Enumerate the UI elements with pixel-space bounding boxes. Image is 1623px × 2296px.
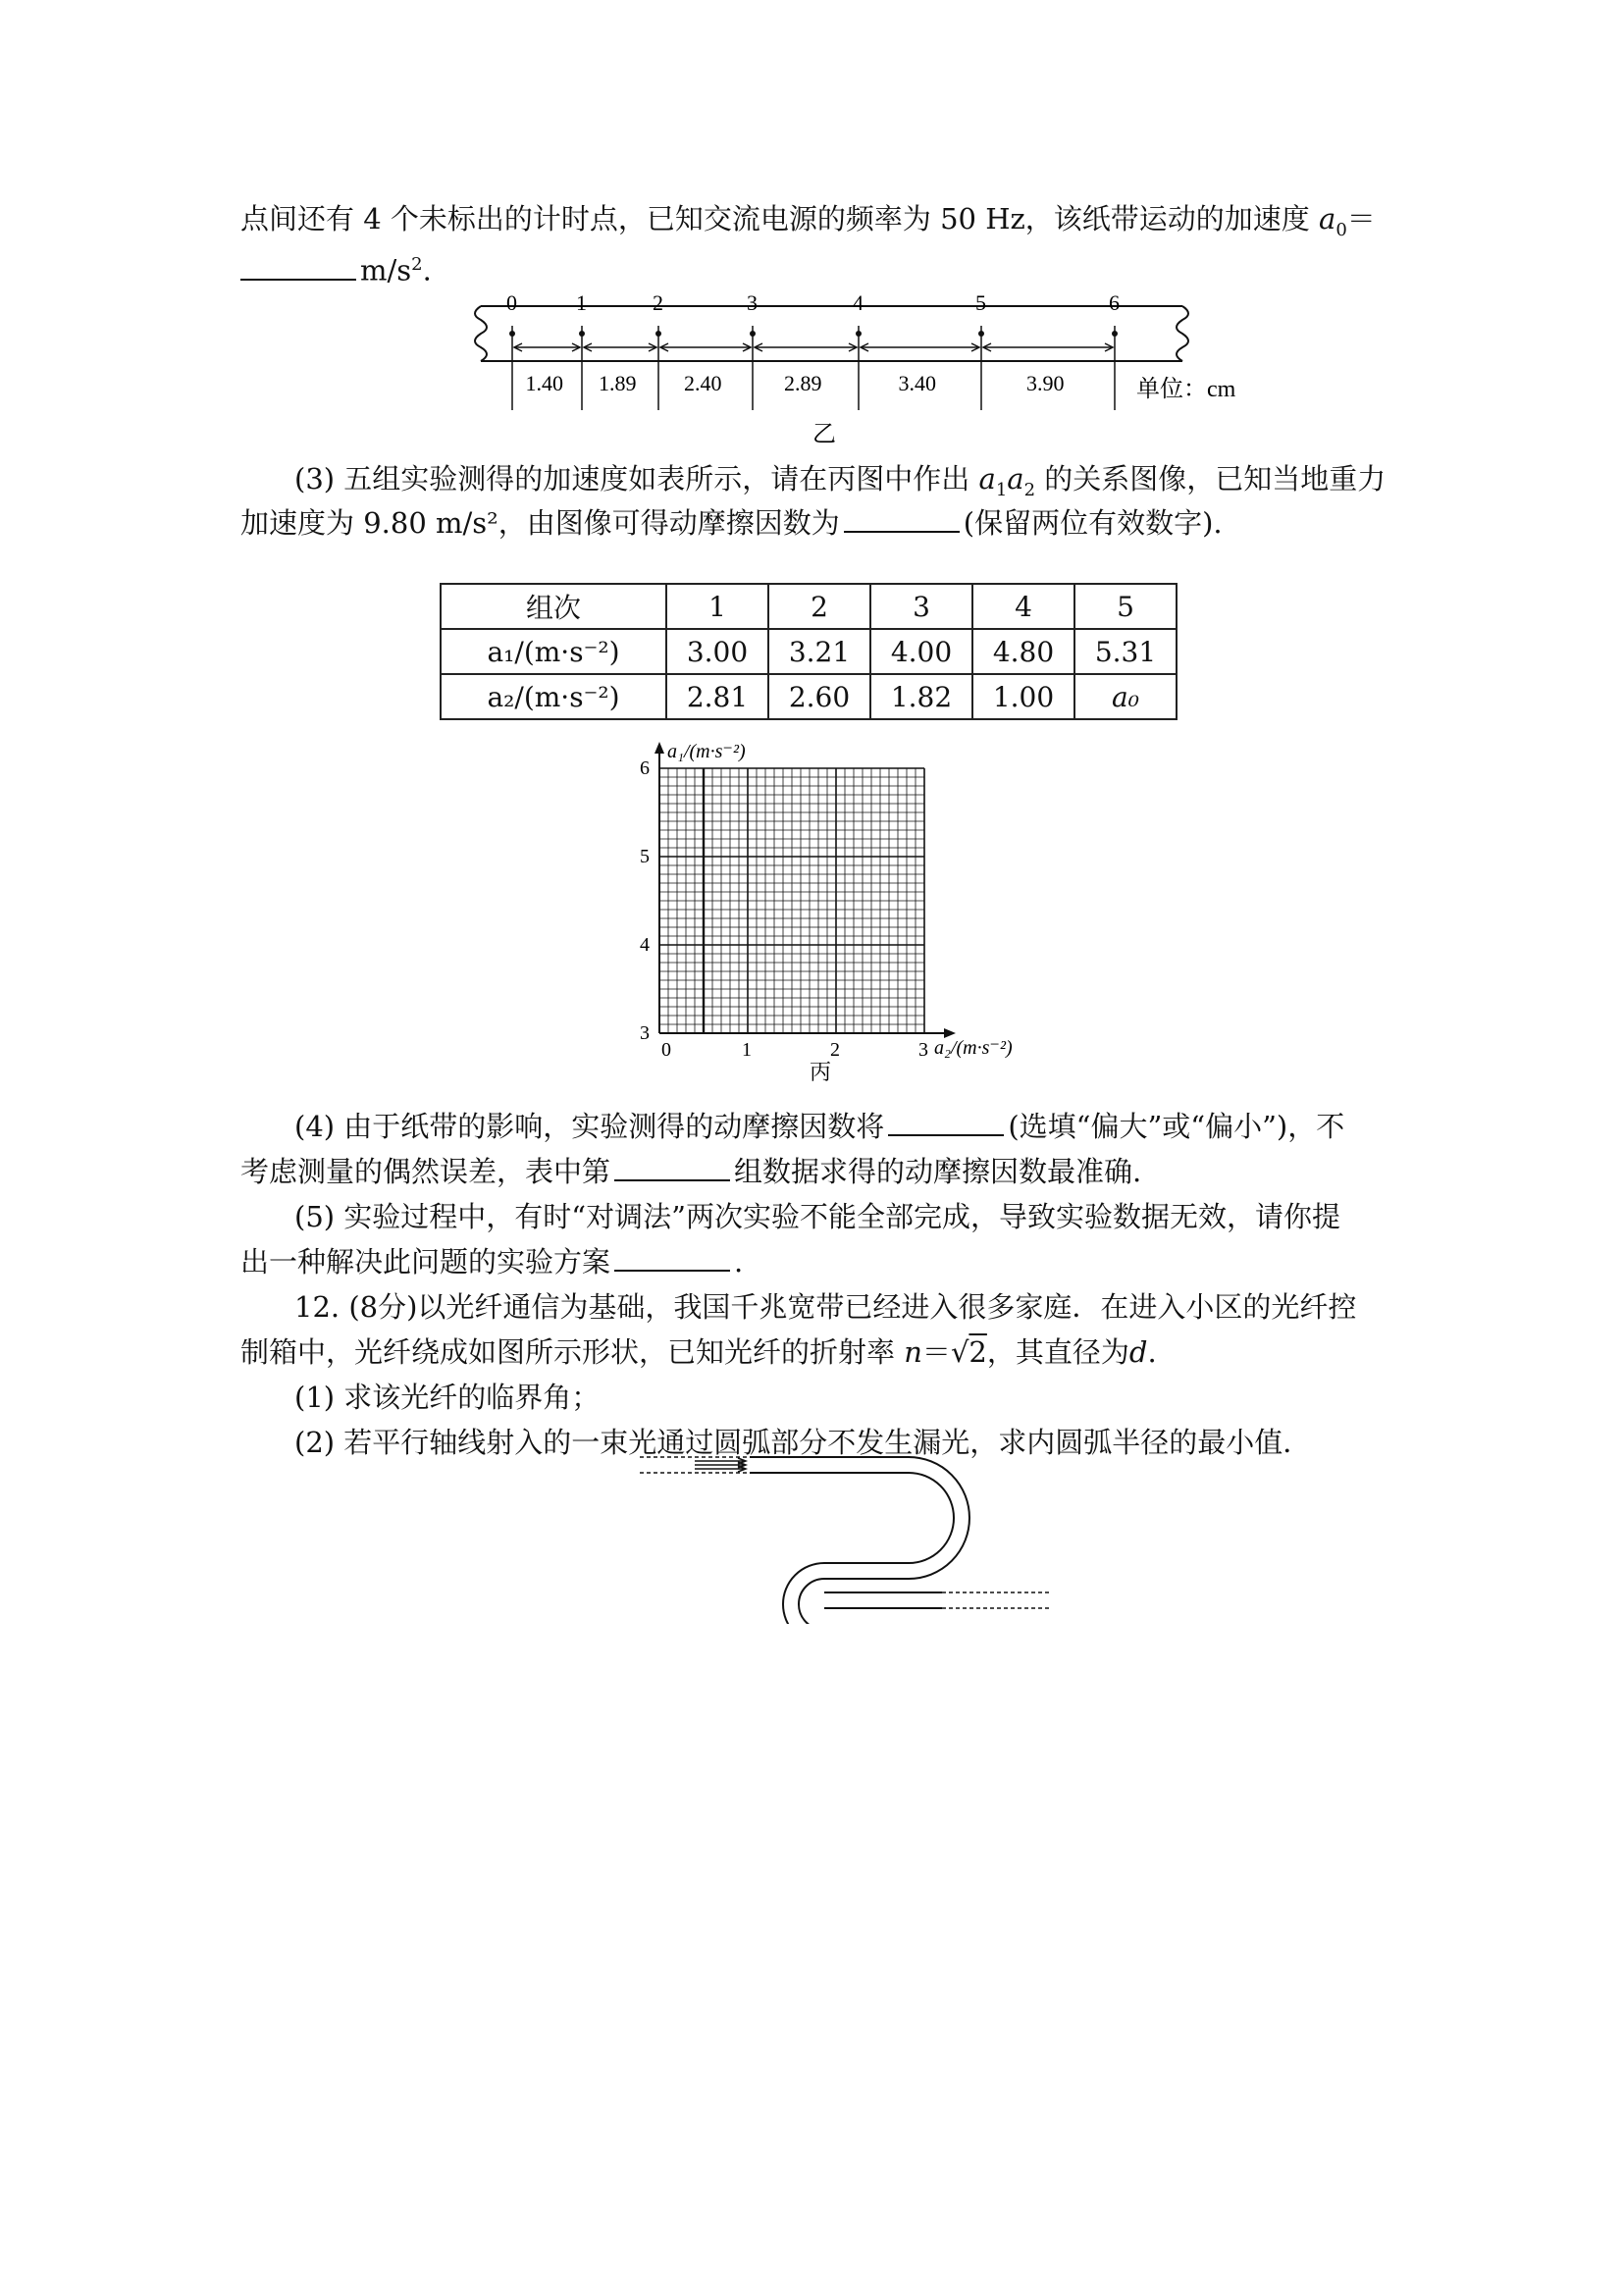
- optical-fiber-figure: [628, 1447, 1060, 1624]
- tape-distance-label: 3.40: [898, 371, 936, 395]
- q12-line-2: 制箱中，光纤绕成如图所示形状，已知光纤的折射率 n＝√2，其直径为d.: [240, 1335, 1157, 1369]
- text-line-2: $m/s^2$.: [240, 245, 432, 290]
- graph-y-tick: 4: [640, 934, 650, 956]
- q4-line-1: (4) 由于纸带的影响，实验测得的动摩擦因数将 (选填“偏大”或“偏小”)，不: [294, 1110, 1345, 1143]
- q5-line-2: 出一种解决此问题的实验方案 .: [240, 1245, 744, 1278]
- tape-point-label: 1: [576, 292, 587, 315]
- graph-y-tick: 5: [640, 846, 650, 867]
- graph-x-tick: 2: [830, 1039, 840, 1061]
- table-row-a1: a₁/(m·s⁻²) 3.00 3.21 4.00 4.80 5.31: [441, 629, 1177, 674]
- answer-blank-mu[interactable]: [844, 505, 960, 533]
- tape-distance-label: 3.90: [1026, 371, 1065, 395]
- graph-y-tick: 3: [640, 1022, 650, 1044]
- q3-line-1: (3) 五组实验测得的加速度如表所示，请在丙图中作出 $a_1a_2$ 的关系图像，已知当地重力: [294, 462, 1387, 500]
- graph-x-tick: 3: [918, 1039, 928, 1061]
- tape-point-label: 6: [1109, 292, 1120, 315]
- q5-line-1: (5) 实验过程中，有时“对调法”两次实验不能全部完成，导致实验数据无效，请你提: [294, 1200, 1340, 1233]
- answer-blank-group[interactable]: [614, 1154, 730, 1181]
- tape-point-label: 3: [747, 292, 758, 315]
- answer-blank-a0[interactable]: [240, 253, 356, 281]
- graph-x-label: a₂/(m·s⁻²): [934, 1037, 1013, 1059]
- table-row-a2: a₂/(m·s⁻²) 2.81 2.60 1.82 1.00 a₀: [441, 674, 1177, 719]
- graph-x-tick: 0: [661, 1039, 671, 1061]
- graph-x-tick: 1: [742, 1039, 752, 1061]
- figure-caption-bing: 丙: [810, 1060, 832, 1084]
- tape-distance-label: 1.40: [525, 371, 563, 395]
- table-header-row: 组次 1 2 3 4 5: [441, 584, 1177, 629]
- q12-sub-2: (2) 若平行轴线射入的一束光通过圆弧部分不发生漏光，求内圆弧半径的最小值．: [294, 1426, 1312, 1459]
- text-line-1: 点间还有 4 个未标出的计时点，已知交流电源的频率为 50 Hz，该纸带运动的加速度 $a_0=$: [240, 202, 1376, 240]
- tape-unit-label: 单位：cm: [1136, 377, 1236, 402]
- graph-grid-figure: [628, 734, 1079, 1087]
- tape-distance-label: 2.89: [784, 371, 822, 395]
- graph-y-label: a₁/(m·s⁻²): [667, 741, 746, 762]
- q4-line-2: 考虑测量的偶然误差，表中第 组数据求得的动摩擦因数最准确.: [240, 1155, 1142, 1188]
- graph-y-tick: 6: [640, 757, 650, 779]
- tape-point-label: 2: [653, 292, 663, 315]
- acceleration-table: [440, 583, 1178, 720]
- answer-blank-bias[interactable]: [888, 1109, 1004, 1136]
- tape-distance-label: 2.40: [684, 371, 722, 395]
- tape-point-label: 4: [853, 292, 864, 315]
- tape-distance-label: 1.89: [599, 371, 637, 395]
- q12-line-1: 12. (8分)以光纤通信为基础，我国千兆宽带已经进入很多家庭．在进入小区的光纤控: [294, 1290, 1357, 1324]
- q3-line-2: 加速度为 9.80 m/s²，由图像可得动摩擦因数为 (保留两位有效数字).: [240, 506, 1223, 540]
- tape-point-label: 5: [975, 292, 986, 315]
- tape-point-label: 0: [506, 292, 517, 315]
- paper-tape-figure: [461, 292, 1246, 449]
- q12-sub-1: (1) 求该光纤的临界角；: [294, 1381, 601, 1414]
- answer-blank-plan[interactable]: [614, 1244, 730, 1272]
- figure-caption-yi: 乙: [812, 422, 836, 447]
